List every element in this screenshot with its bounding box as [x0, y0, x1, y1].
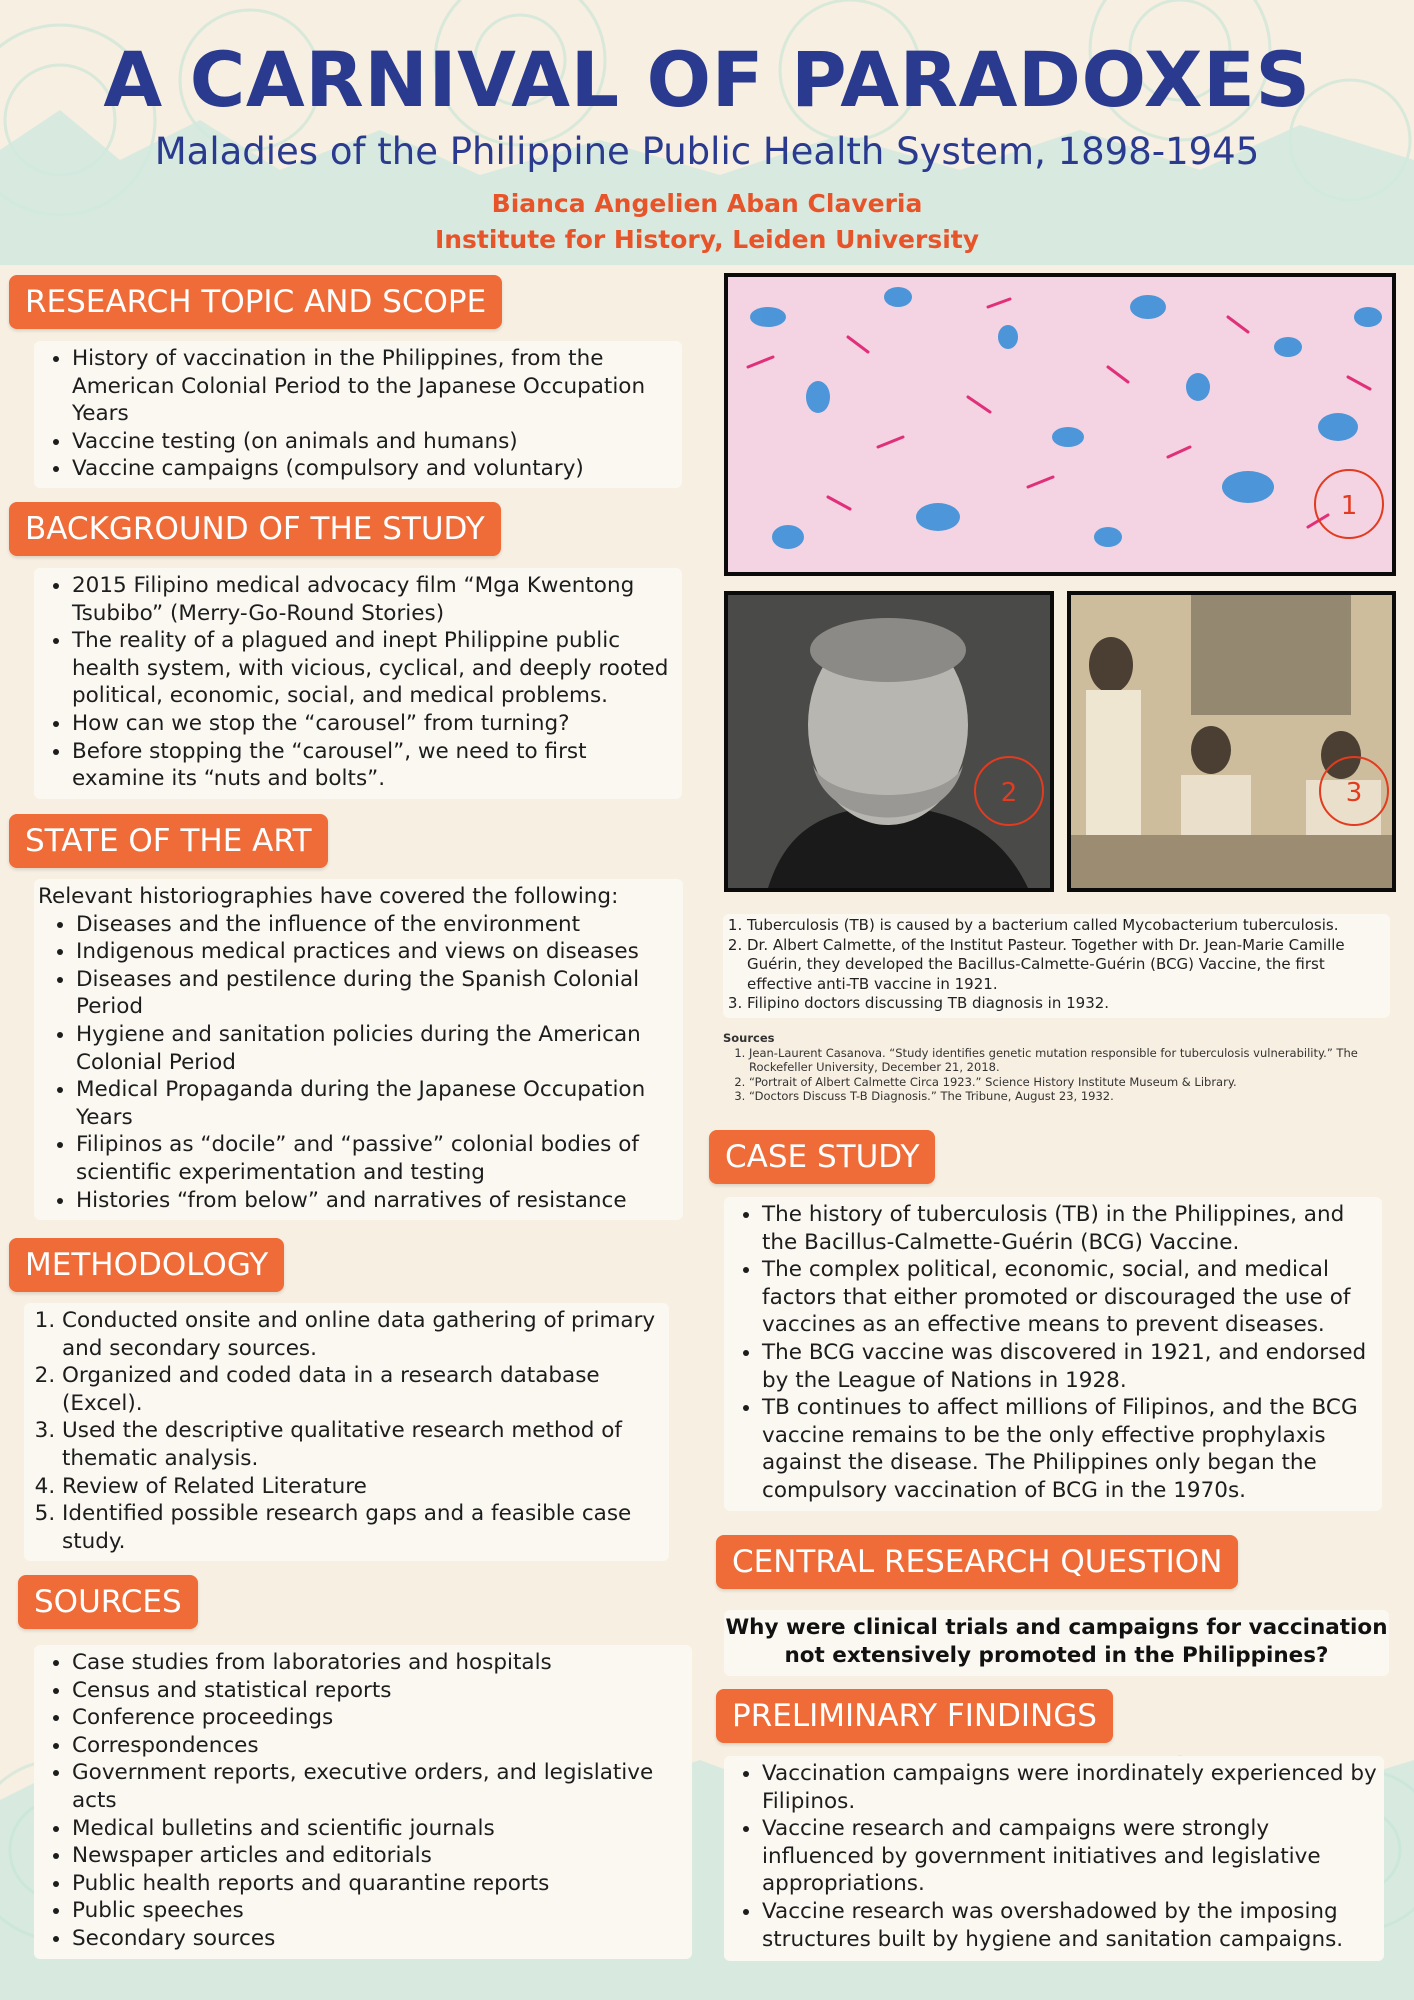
list-item: • The BCG vaccine was discovered in 1921, and endorsed by the League of Nations in 1928. [762, 1339, 1382, 1394]
list-item: • 2015 Filipino medical advocacy film “Mga Kwentong Tsubibo” (Merry-Go-Round Stories) [72, 572, 682, 627]
central-question-heading: CENTRAL RESEARCH QUESTION [716, 1535, 1238, 1589]
findings-heading: PRELIMINARY FINDINGS [716, 1689, 1113, 1743]
research-topic-box [34, 341, 682, 488]
list-item: • Medical Propaganda during the Japanese Occupation Years [76, 1076, 683, 1131]
filipino-doctors-photo [1067, 591, 1396, 892]
caption-item: 3. Filipino doctors discussing TB diagnosis in 1932. [747, 994, 1390, 1014]
state-of-art-heading: STATE OF THE ART [9, 814, 328, 868]
state-of-art-box [34, 879, 683, 1220]
central-question-box: Why were clinical trials and campaigns for vaccination not extensively promoted in the Philippines? [724, 1610, 1389, 1676]
caption-item: 1. Tuberculosis (TB) is caused by a bacterium called Mycobacterium tuberculosis. [747, 916, 1390, 936]
source-item: 1. Jean-Laurent Casanova. “Study identifies genetic mutation responsible for tuberculosis vulnerability.” The Rockefeller University, December 21, 2018. [749, 1046, 1403, 1075]
list-item: 1. Conducted onsite and online data gathering of primary and secondary sources. [62, 1307, 669, 1362]
methodology-heading: METHODOLOGY [9, 1238, 284, 1292]
list-item: 4. Review of Related Literature [62, 1473, 669, 1501]
poster-title: A CARNIVAL OF PARADOXES [103, 35, 1311, 124]
list-item: • Newspaper articles and editorials [72, 1842, 692, 1870]
list-item: • TB continues to affect millions of Filipinos, and the BCG vaccine remains to be the only effective prophylaxis against the disease. The Philippines only began the compulsory vaccination of BCG in the 1970s. [762, 1394, 1382, 1504]
list-item: • Vaccine research and campaigns were strongly influenced by government initiatives and legislative appropriations. [762, 1815, 1384, 1898]
background-box [34, 568, 682, 799]
list-item: • Government reports, executive orders, and legislative acts [72, 1759, 692, 1814]
list-item: • Indigenous medical practices and views on diseases [76, 938, 683, 966]
findings-box [724, 1756, 1384, 1961]
list-item: • Histories “from below” and narratives of resistance [76, 1187, 683, 1215]
case-study-heading: CASE STUDY [709, 1130, 935, 1184]
list-item: • The complex political, economic, social, and medical factors that either promoted or discouraged the use of vaccines as an effective means to prevent diseases. [762, 1256, 1382, 1339]
portrait-drawing [728, 595, 1050, 888]
list-item: • Filipinos as “docile” and “passive” colonial bodies of scientific experimentation and testing [76, 1131, 683, 1186]
sources-box [34, 1645, 692, 1959]
author-name: Bianca Angelien Aban Claveria [491, 189, 923, 218]
list-item: • Medical bulletins and scientific journals [72, 1815, 692, 1843]
list-item: • Case studies from laboratories and hospitals [72, 1649, 692, 1677]
list-item: • The history of tuberculosis (TB) in the Philippines, and the Bacillus-Calmette-Guérin (BCG) Vaccine. [762, 1201, 1382, 1256]
background-heading: BACKGROUND OF THE STUDY [9, 502, 501, 556]
figure-captions [723, 914, 1390, 1018]
figure-marker-2: 2 [974, 756, 1044, 826]
poster-subtitle: Maladies of the Philippine Public Health System, 1898-1945 [154, 130, 1260, 173]
list-item: • Conference proceedings [72, 1704, 692, 1732]
list-item: • Correspondences [72, 1732, 692, 1760]
list-item: • The reality of a plagued and inept Philippine public health system, with vicious, cyclical, and deeply rooted political, economic, social, and medical problems. [72, 627, 682, 710]
list-item: • Census and statistical reports [72, 1677, 692, 1705]
list-item: • Diseases and the influence of the environment [76, 911, 683, 939]
list-item: • Diseases and pestilence during the Spanish Colonial Period [76, 966, 683, 1021]
list-item: • Vaccine testing (on animals and humans) [72, 428, 682, 456]
list-item: 3. Used the descriptive qualitative research method of thematic analysis. [62, 1417, 669, 1472]
research-topic-heading: RESEARCH TOPIC AND SCOPE [9, 275, 502, 329]
micrograph-drawing [728, 277, 1392, 572]
case-study-box [724, 1197, 1382, 1511]
figure-sources-label: Sources [723, 1031, 775, 1045]
list-item: • How can we stop the “carousel” from turning? [72, 710, 682, 738]
list-item: • Public health reports and quarantine reports [72, 1870, 692, 1898]
list-item: 5. Identified possible research gaps and a feasible case study. [62, 1500, 669, 1555]
state-of-art-intro: Relevant historiographies have covered the following: [38, 884, 619, 909]
list-item: • Vaccination campaigns were inordinately experienced by Filipinos. [762, 1760, 1384, 1815]
list-item: • Hygiene and sanitation policies during the American Colonial Period [76, 1021, 683, 1076]
doctors-photo-drawing [1071, 595, 1392, 888]
list-item: • History of vaccination in the Philippines, from the American Colonial Period to the Japanese Occupation Years [72, 345, 682, 428]
list-item: • Public speeches [72, 1897, 692, 1925]
figure-marker-1: 1 [1314, 469, 1384, 539]
figure-marker-3: 3 [1319, 756, 1389, 826]
caption-item: 2. Dr. Albert Calmette, of the Institut Pasteur. Together with Dr. Jean-Marie Camille Guérin, they developed the Bacillus-Calmette-Guérin (BCG) Vaccine, the first effective anti-TB vaccine in 1921. [747, 936, 1390, 995]
methodology-box [24, 1303, 669, 1561]
calmette-portrait [724, 591, 1054, 892]
list-item: • Vaccine research was overshadowed by the imposing structures built by hygiene and sanitation campaigns. [762, 1898, 1384, 1953]
figure-sources [723, 1031, 1403, 1104]
list-item: 2. Organized and coded data in a research database (Excel). [62, 1362, 669, 1417]
institution: Institute for History, Leiden University [434, 225, 980, 254]
tb-bacteria-micrograph [724, 273, 1396, 576]
source-item: 2. “Portrait of Albert Calmette Circa 1923.” Science History Institute Museum & Library. [749, 1075, 1403, 1090]
sources-heading: SOURCES [18, 1575, 198, 1629]
list-item: • Vaccine campaigns (compulsory and voluntary) [72, 455, 682, 483]
source-item: 3. “Doctors Discuss T-B Diagnosis.” The Tribune, August 23, 1932. [749, 1089, 1403, 1104]
list-item: • Secondary sources [72, 1925, 692, 1953]
list-item: • Before stopping the “carousel”, we need to first examine its “nuts and bolts”. [72, 738, 682, 793]
